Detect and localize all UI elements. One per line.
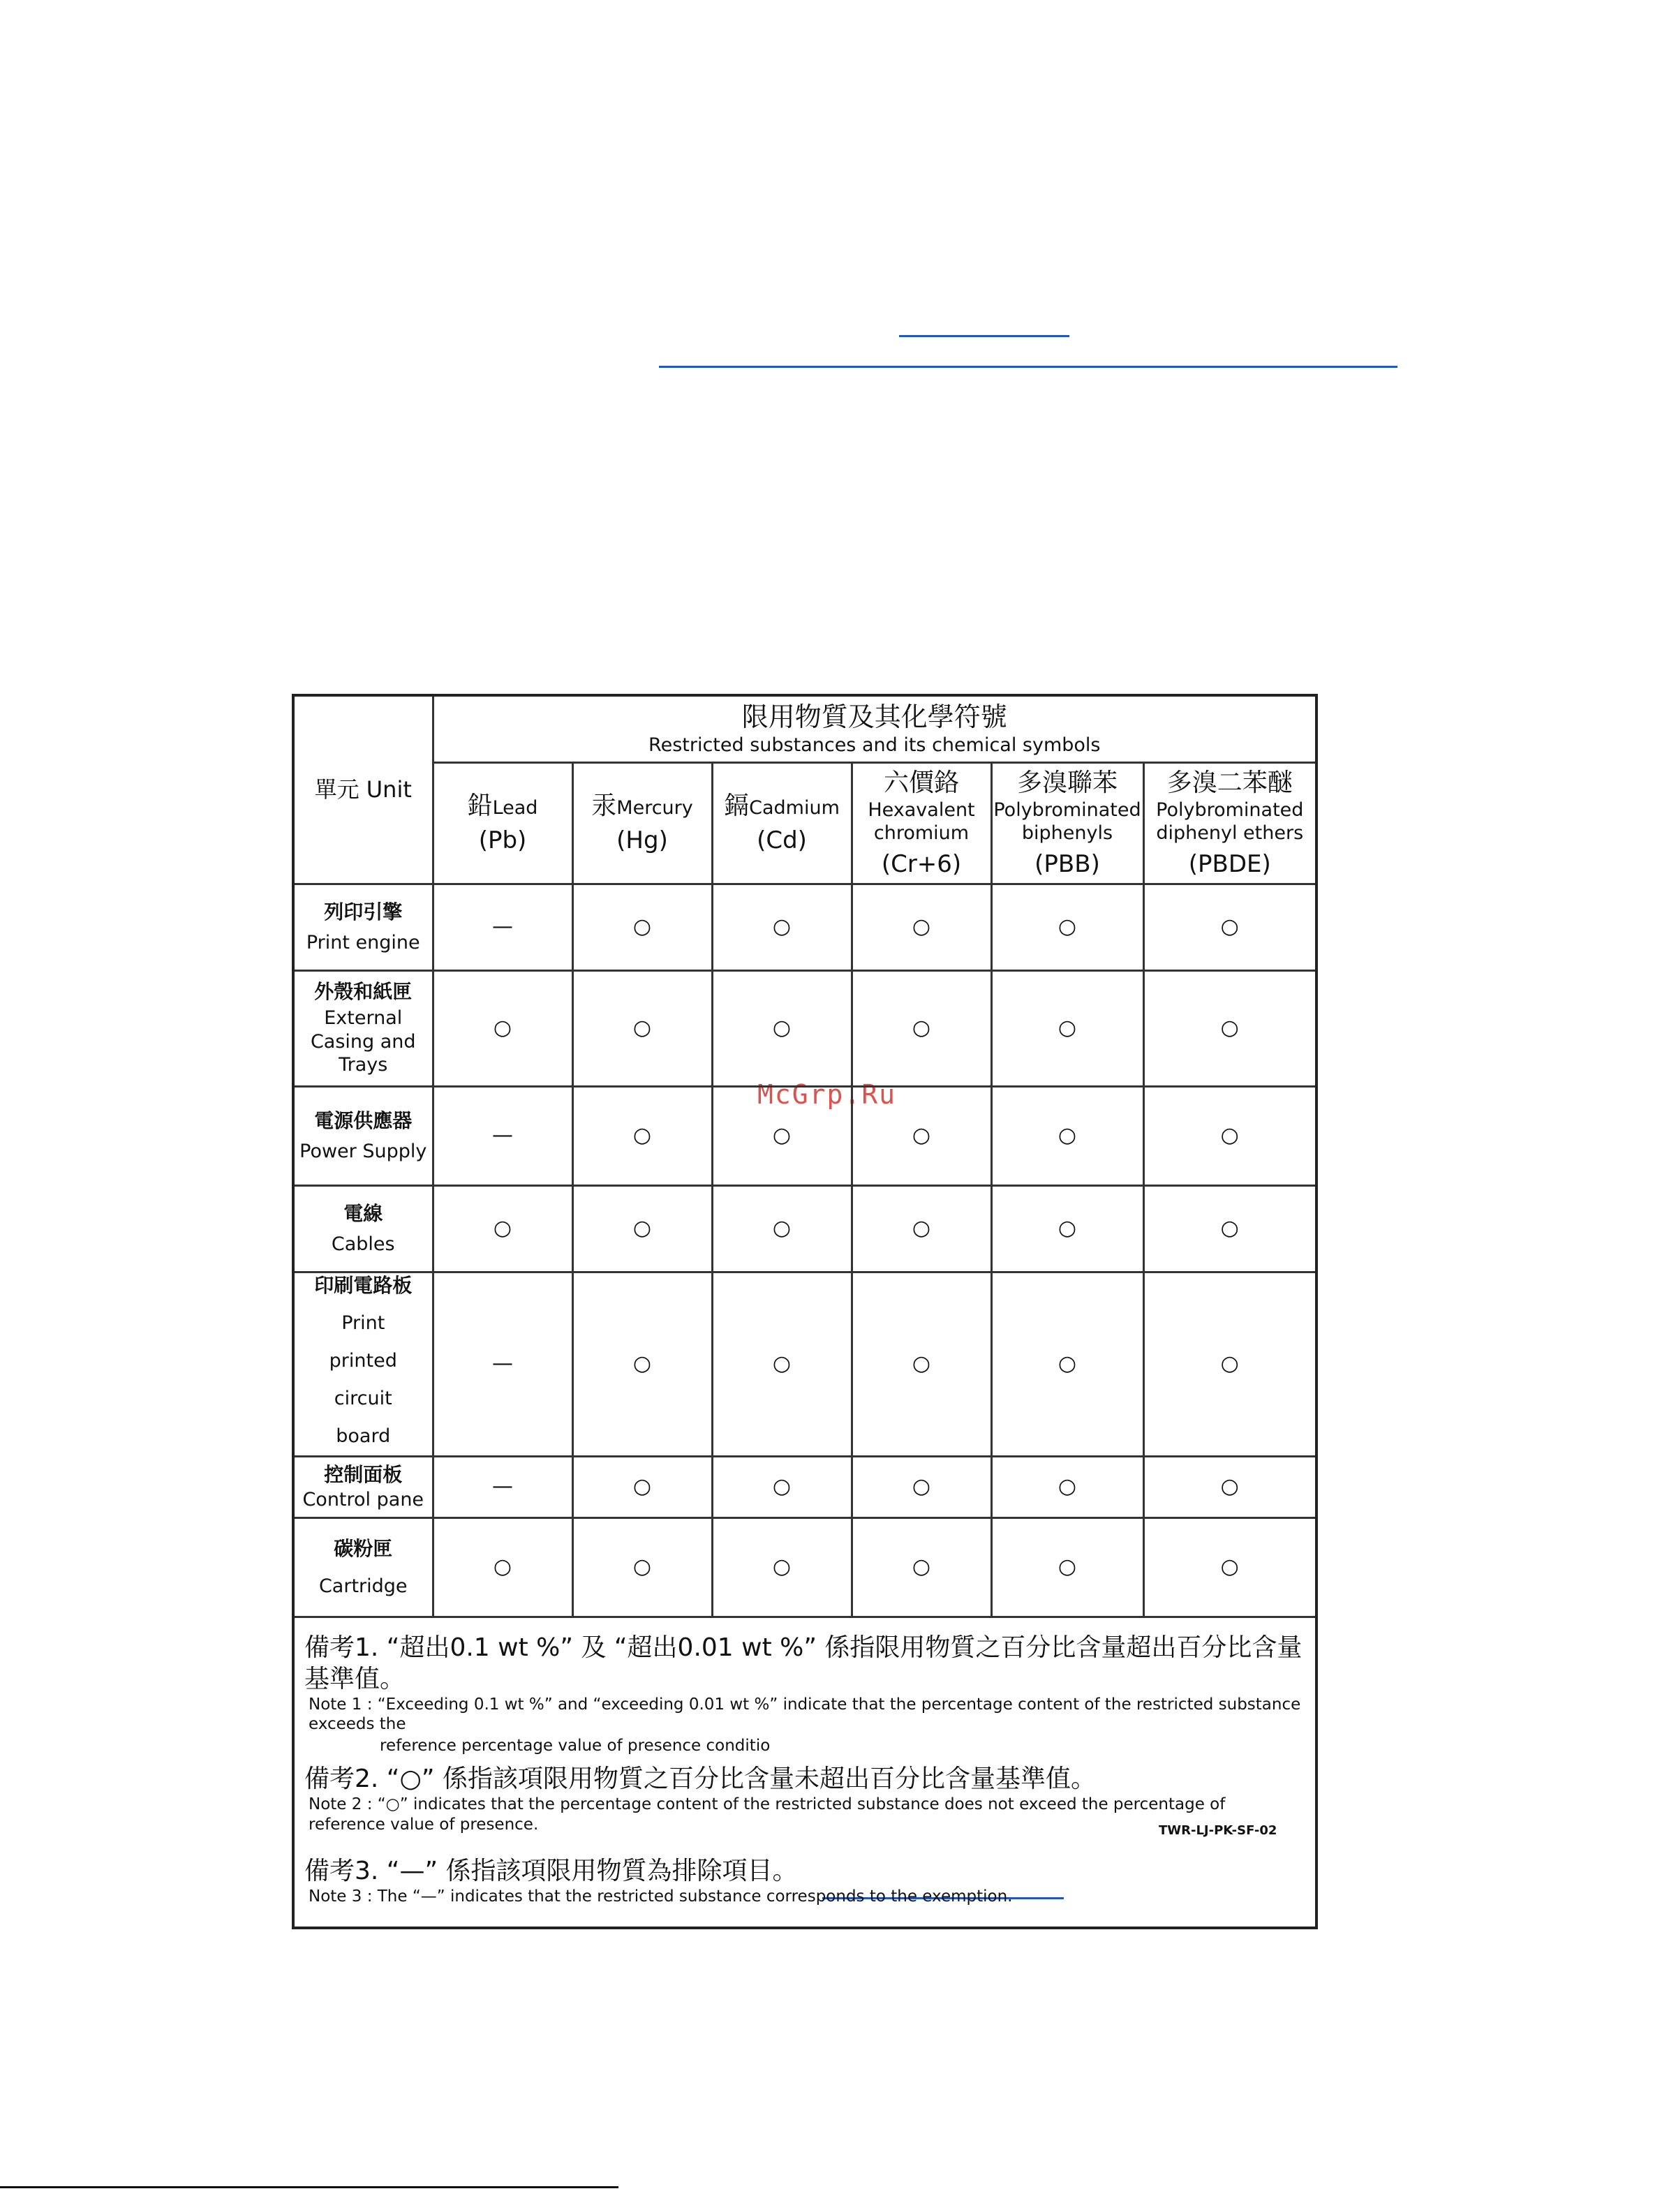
mark-cell: ○ bbox=[852, 884, 991, 970]
row-label-zh: 外殼和紙匣 bbox=[314, 979, 413, 1003]
mark-cell: ○ bbox=[712, 970, 852, 1086]
mark-cell: ○ bbox=[991, 1272, 1143, 1456]
mark-cell: ○ bbox=[991, 970, 1143, 1086]
rohs-table bbox=[292, 694, 1318, 1929]
table-row bbox=[293, 1272, 1316, 1456]
row-label-en: Cables bbox=[331, 1233, 395, 1255]
mark-cell: ○ bbox=[991, 1456, 1143, 1517]
mark-cell: ○ bbox=[712, 1517, 852, 1617]
substance-lead bbox=[433, 762, 572, 884]
substance-zh: 鎘 bbox=[724, 792, 750, 821]
substance-symbol: (Hg) bbox=[616, 826, 668, 855]
link-underline-top[interactable] bbox=[899, 335, 1069, 337]
mark-cell: ○ bbox=[852, 1272, 991, 1456]
mark-cell: ○ bbox=[712, 1456, 852, 1517]
substance-zh: 多溴二苯醚 bbox=[1166, 768, 1293, 797]
row-label-en: Power Supply bbox=[299, 1140, 427, 1162]
mark-cell: ○ bbox=[572, 1185, 712, 1272]
mark-cell: — bbox=[433, 1086, 572, 1185]
mark-cell: — bbox=[433, 884, 572, 970]
mark-cell: ○ bbox=[572, 1517, 712, 1617]
substance-symbol: (PBDE) bbox=[1188, 850, 1271, 878]
substance-zh: 汞 bbox=[591, 792, 617, 821]
note-3-zh: 備考3. “—” 係指該項限用物質為排除項目。 bbox=[304, 1857, 798, 1886]
substance-symbol: (PBB) bbox=[1034, 850, 1100, 878]
row-label-en: Control pane bbox=[302, 1488, 424, 1510]
substance-hexavalent-chromium bbox=[852, 762, 991, 884]
mark-cell: ○ bbox=[852, 970, 991, 1086]
substances-header bbox=[433, 695, 1316, 762]
mark-cell: — bbox=[433, 1272, 572, 1456]
substance-pbb bbox=[991, 762, 1143, 884]
row-label-zh: 電源供應器 bbox=[314, 1108, 413, 1132]
row-label-zh: 碳粉匣 bbox=[334, 1536, 393, 1560]
note-2-zh: 備考2. “○” 係指該項限用物質之百分比含量未超出百分比含量基準值。 bbox=[304, 1764, 1096, 1793]
mark-cell: ○ bbox=[1143, 1086, 1316, 1185]
footer-divider bbox=[0, 2186, 618, 2188]
rohs-table-container bbox=[292, 694, 1315, 1929]
mark-cell: ○ bbox=[433, 970, 572, 1086]
notes-row bbox=[293, 1617, 1316, 1928]
mark-cell: ○ bbox=[572, 1456, 712, 1517]
unit-header bbox=[293, 695, 433, 884]
mark-cell: ○ bbox=[852, 1517, 991, 1617]
row-unit bbox=[293, 970, 433, 1086]
row-unit bbox=[293, 1272, 433, 1456]
row-unit bbox=[293, 1517, 433, 1617]
note-1-zh: 備考1. “超出0.1 wt %” 及 “超出0.01 wt %” 係指限用物質之百分比含量超出百分比含量基準值。 bbox=[304, 1633, 1303, 1693]
notes-cell bbox=[293, 1617, 1316, 1928]
mark-cell: ○ bbox=[1143, 1185, 1316, 1272]
substance-symbol: (Cd) bbox=[757, 826, 807, 855]
note-1-en-continued: reference percentage value of presence conditio bbox=[380, 1737, 771, 1755]
mark-cell: ○ bbox=[572, 1086, 712, 1185]
mark-cell: ○ bbox=[1143, 970, 1316, 1086]
substance-en: Hexavalent chromium bbox=[868, 799, 975, 845]
substance-en: Polybrominated diphenyl ethers bbox=[1156, 799, 1304, 845]
substance-mercury bbox=[572, 762, 712, 884]
mark-cell: ○ bbox=[852, 1185, 991, 1272]
table-row bbox=[293, 1456, 1316, 1517]
mark-cell: ○ bbox=[572, 1272, 712, 1456]
document-code: TWR-LJ-PK-SF-02 bbox=[1159, 1823, 1277, 1838]
mark-cell: ○ bbox=[852, 1086, 991, 1185]
mark-cell: ○ bbox=[991, 884, 1143, 970]
substance-en: Cadmium bbox=[749, 797, 840, 819]
table-row bbox=[293, 1086, 1316, 1185]
mark-cell: ○ bbox=[433, 1517, 572, 1617]
substance-pbde bbox=[1143, 762, 1316, 884]
watermark: McGrp.Ru bbox=[757, 1079, 897, 1110]
title-en: Restricted substances and its chemical symbols bbox=[648, 734, 1101, 757]
substance-cadmium bbox=[712, 762, 852, 884]
mark-cell: — bbox=[433, 1456, 572, 1517]
note-2-en: Note 2 : “○” indicates that the percentage content of the restricted substance does not exceed the percentage of reference value of presence. bbox=[309, 1795, 1226, 1834]
title-zh: 限用物質及其化學符號 bbox=[741, 701, 1007, 732]
mark-cell: ○ bbox=[991, 1185, 1143, 1272]
row-unit bbox=[293, 1086, 433, 1185]
substance-en: Polybrominated biphenyls bbox=[993, 799, 1141, 845]
mark-cell: ○ bbox=[572, 884, 712, 970]
mark-cell: ○ bbox=[1143, 1517, 1316, 1617]
note-1-en: Note 1 : “Exceeding 0.1 wt %” and “exceeding 0.01 wt %” indicate that the percentage content of the restricted substance exceeds the bbox=[309, 1695, 1301, 1734]
unit-label: 單元 Unit bbox=[314, 776, 412, 803]
mark-cell: ○ bbox=[572, 970, 712, 1086]
link-underline-long[interactable] bbox=[659, 366, 1397, 368]
substance-zh: 六價鉻 bbox=[883, 768, 959, 797]
row-label-zh: 印刷電路板 bbox=[314, 1273, 413, 1297]
substance-en: Mercury bbox=[616, 797, 693, 819]
mark-cell: ○ bbox=[433, 1185, 572, 1272]
mark-cell: ○ bbox=[712, 1086, 852, 1185]
mark-cell: ○ bbox=[991, 1517, 1143, 1617]
table-row bbox=[293, 970, 1316, 1086]
row-unit bbox=[293, 1456, 433, 1517]
mark-cell: ○ bbox=[712, 1185, 852, 1272]
mark-cell: ○ bbox=[852, 1456, 991, 1517]
mark-cell: ○ bbox=[1143, 1272, 1316, 1456]
row-label-zh: 控制面板 bbox=[324, 1462, 403, 1486]
table-row bbox=[293, 1517, 1316, 1617]
substance-en: Lead bbox=[492, 797, 538, 819]
substance-symbol: (Cr+6) bbox=[881, 850, 962, 878]
mark-cell: ○ bbox=[1143, 884, 1316, 970]
substance-symbol: (Pb) bbox=[478, 826, 527, 855]
row-unit bbox=[293, 884, 433, 970]
row-label-en: Cartridge bbox=[318, 1575, 408, 1597]
row-label-en: External Casing and Trays bbox=[310, 1007, 416, 1076]
table-row bbox=[293, 884, 1316, 970]
substance-zh: 多溴聯苯 bbox=[1016, 768, 1118, 797]
mark-cell: ○ bbox=[712, 1272, 852, 1456]
mark-cell: ○ bbox=[991, 1086, 1143, 1185]
substance-zh: 鉛 bbox=[467, 792, 493, 821]
row-label-zh: 列印引擎 bbox=[324, 900, 403, 923]
row-unit bbox=[293, 1185, 433, 1272]
row-label-zh: 電線 bbox=[343, 1201, 383, 1225]
note-3-en: Note 3 : The “—” indicates that the restricted substance corresponds to the exemption. bbox=[309, 1887, 1013, 1906]
row-label-en: Print printed circuit board bbox=[329, 1312, 397, 1447]
mark-cell: ○ bbox=[1143, 1456, 1316, 1517]
mark-cell: ○ bbox=[712, 884, 852, 970]
row-label-en: Print engine bbox=[306, 931, 420, 953]
table-row bbox=[293, 1185, 1316, 1272]
